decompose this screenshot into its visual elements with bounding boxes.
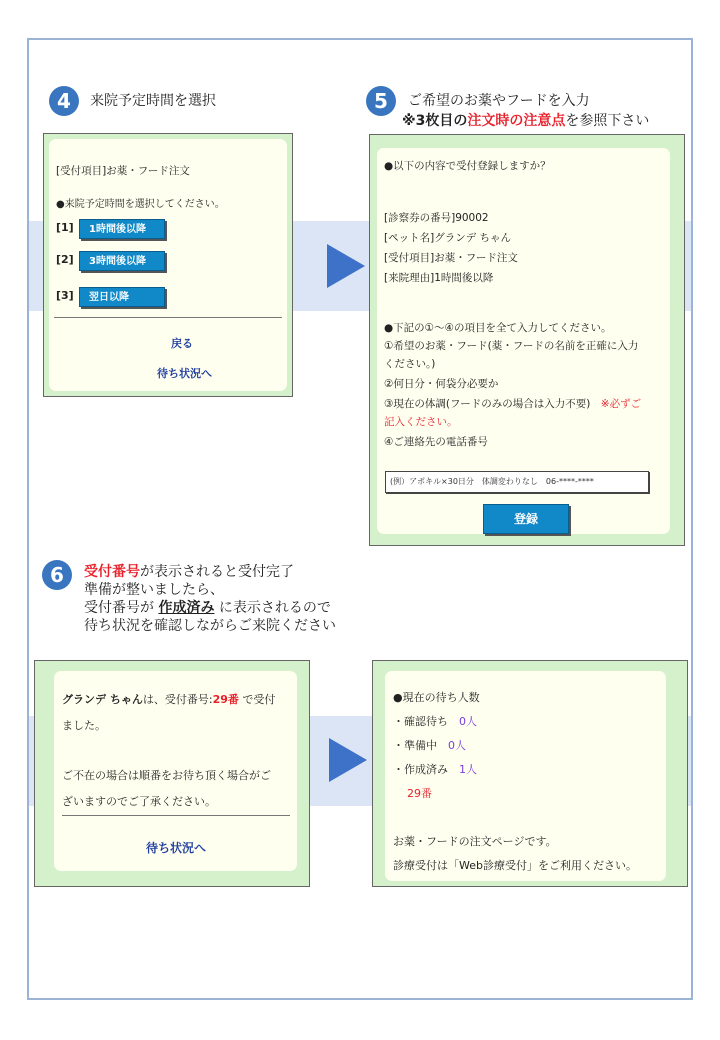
footer-note-a: お薬・フードの注文ページです。 [393, 835, 557, 848]
step-5-title: ご希望のお薬やフードを入力 [408, 93, 590, 109]
item-4-line: ④ご連絡先の電話番号 [384, 436, 488, 448]
wait-status-card [385, 671, 666, 881]
back-link[interactable]: 戻る [171, 337, 193, 350]
note-prefix: ※3枚目の [402, 113, 468, 129]
step-6-line-1 [84, 563, 294, 581]
time-select-screen [43, 133, 293, 397]
visit-reason-line: [来院理由]1時間後以降 [384, 272, 494, 284]
receipt-screen [34, 660, 310, 887]
step-6-highlight: 受付番号 [84, 564, 140, 580]
step-6-line-3-post: に表示されるので [214, 600, 331, 616]
note-highlight: 注文時の注意点 [467, 113, 566, 129]
time-select-prompt: ●来院予定時間を選択してください。 [56, 199, 225, 210]
confirm-question: ●以下の内容で受付登録しますか？ [384, 160, 551, 172]
step-6-completed-label: 作成済み [158, 600, 215, 616]
receipt-line-2: ました。 [62, 719, 106, 732]
option-3-hours-later-button[interactable]: 3時間後以降 [79, 251, 165, 271]
option-next-day-button[interactable]: 翌日以降 [79, 287, 165, 307]
receipt-text-mid: は、受付番号: [142, 693, 213, 706]
wait-status-link[interactable]: 待ち状況へ [146, 841, 207, 855]
time-select-card [49, 139, 287, 391]
step-5-note [402, 112, 649, 130]
item-1-line-b: ください。) [384, 358, 436, 370]
step-4-title: 来院予定時間を選択 [90, 93, 216, 109]
item-3-line [384, 396, 641, 411]
note-suffix: を参照下さい [565, 113, 650, 129]
register-button[interactable]: 登録 [483, 504, 569, 534]
receipt-line-1 [62, 691, 275, 707]
option-1-index: [1] [56, 221, 74, 234]
reception-item-line: [受付項目]お薬・フード注文 [384, 252, 518, 264]
wait-status-screen [372, 660, 688, 887]
step-5-badge: 5 [366, 86, 396, 116]
absence-note-b: ざいますのでご了承ください。 [62, 795, 216, 808]
row-count: 1人 [459, 763, 477, 776]
row-count: 0人 [459, 715, 477, 728]
ready-number: 29番 [407, 787, 432, 800]
order-input-card [377, 148, 670, 534]
card-number-line: [診察券の番号]90002 [384, 212, 489, 224]
wait-status-link[interactable]: 待ち状況へ [157, 367, 212, 380]
wait-count-title: ●現在の待ち人数 [393, 691, 480, 704]
reception-item-header: [受付項目]お薬・フード注文 [56, 165, 190, 177]
row-label: ・確認待ち [393, 715, 448, 728]
next-arrow-icon [327, 244, 365, 288]
item-3-text: ③現在の体調(フードのみの場合は入力不要) [384, 398, 591, 410]
step-6-line-1-rest: が表示されると受付完了 [140, 564, 294, 580]
option-1-hour-later-button[interactable]: 1時間後以降 [79, 219, 165, 239]
step-4-badge: 4 [49, 86, 79, 116]
input-instruction: ●下記の①～④の項目を全て入力してください。 [384, 322, 612, 334]
step-6-line-3-pre: 受付番号が [84, 600, 159, 616]
divider [62, 815, 290, 816]
item-3-required-a: ※必ずご [600, 398, 642, 410]
item-2-line: ②何日分・何袋分必要か [384, 378, 499, 390]
row-completed [393, 761, 477, 777]
item-1-line-a: ①希望のお薬・フード(薬・フードの名前を正確に入力 [384, 340, 639, 352]
row-count: 0人 [448, 739, 466, 752]
row-preparing [393, 737, 466, 753]
item-3-required-b: 記入ください。 [384, 416, 458, 428]
order-input-screen [369, 134, 685, 546]
absence-note-a: ご不在の場合は順番をお待ち頂く場合がご [62, 769, 271, 782]
option-3-index: [3] [56, 289, 74, 302]
step-6-line-2: 準備が整いましたら、 [84, 582, 224, 598]
step-6-line-3 [84, 599, 331, 617]
next-arrow-icon [329, 738, 367, 782]
step-6-badge: 6 [42, 560, 72, 590]
row-label: ・作成済み [393, 763, 448, 776]
receipt-pet-name: グランデ ちゃん [62, 693, 143, 706]
footer-note-b: 診療受付は「Web診療受付」をご利用ください。 [393, 859, 637, 872]
order-text-input[interactable]: (例）アポキル×30日分 体調変わりなし 06-****-**** [385, 471, 649, 493]
option-2-index: [2] [56, 253, 74, 266]
receipt-number: 29番 [212, 693, 239, 706]
divider [54, 317, 282, 318]
pet-name-line: [ペット名]グランデ ちゃん [384, 232, 512, 244]
receipt-card [54, 671, 297, 871]
step-6-line-4: 待ち状況を確認しながらご来院ください [84, 618, 336, 634]
row-label: ・準備中 [393, 739, 437, 752]
receipt-text-end: で受付 [238, 693, 276, 706]
row-awaiting-confirm [393, 713, 477, 729]
